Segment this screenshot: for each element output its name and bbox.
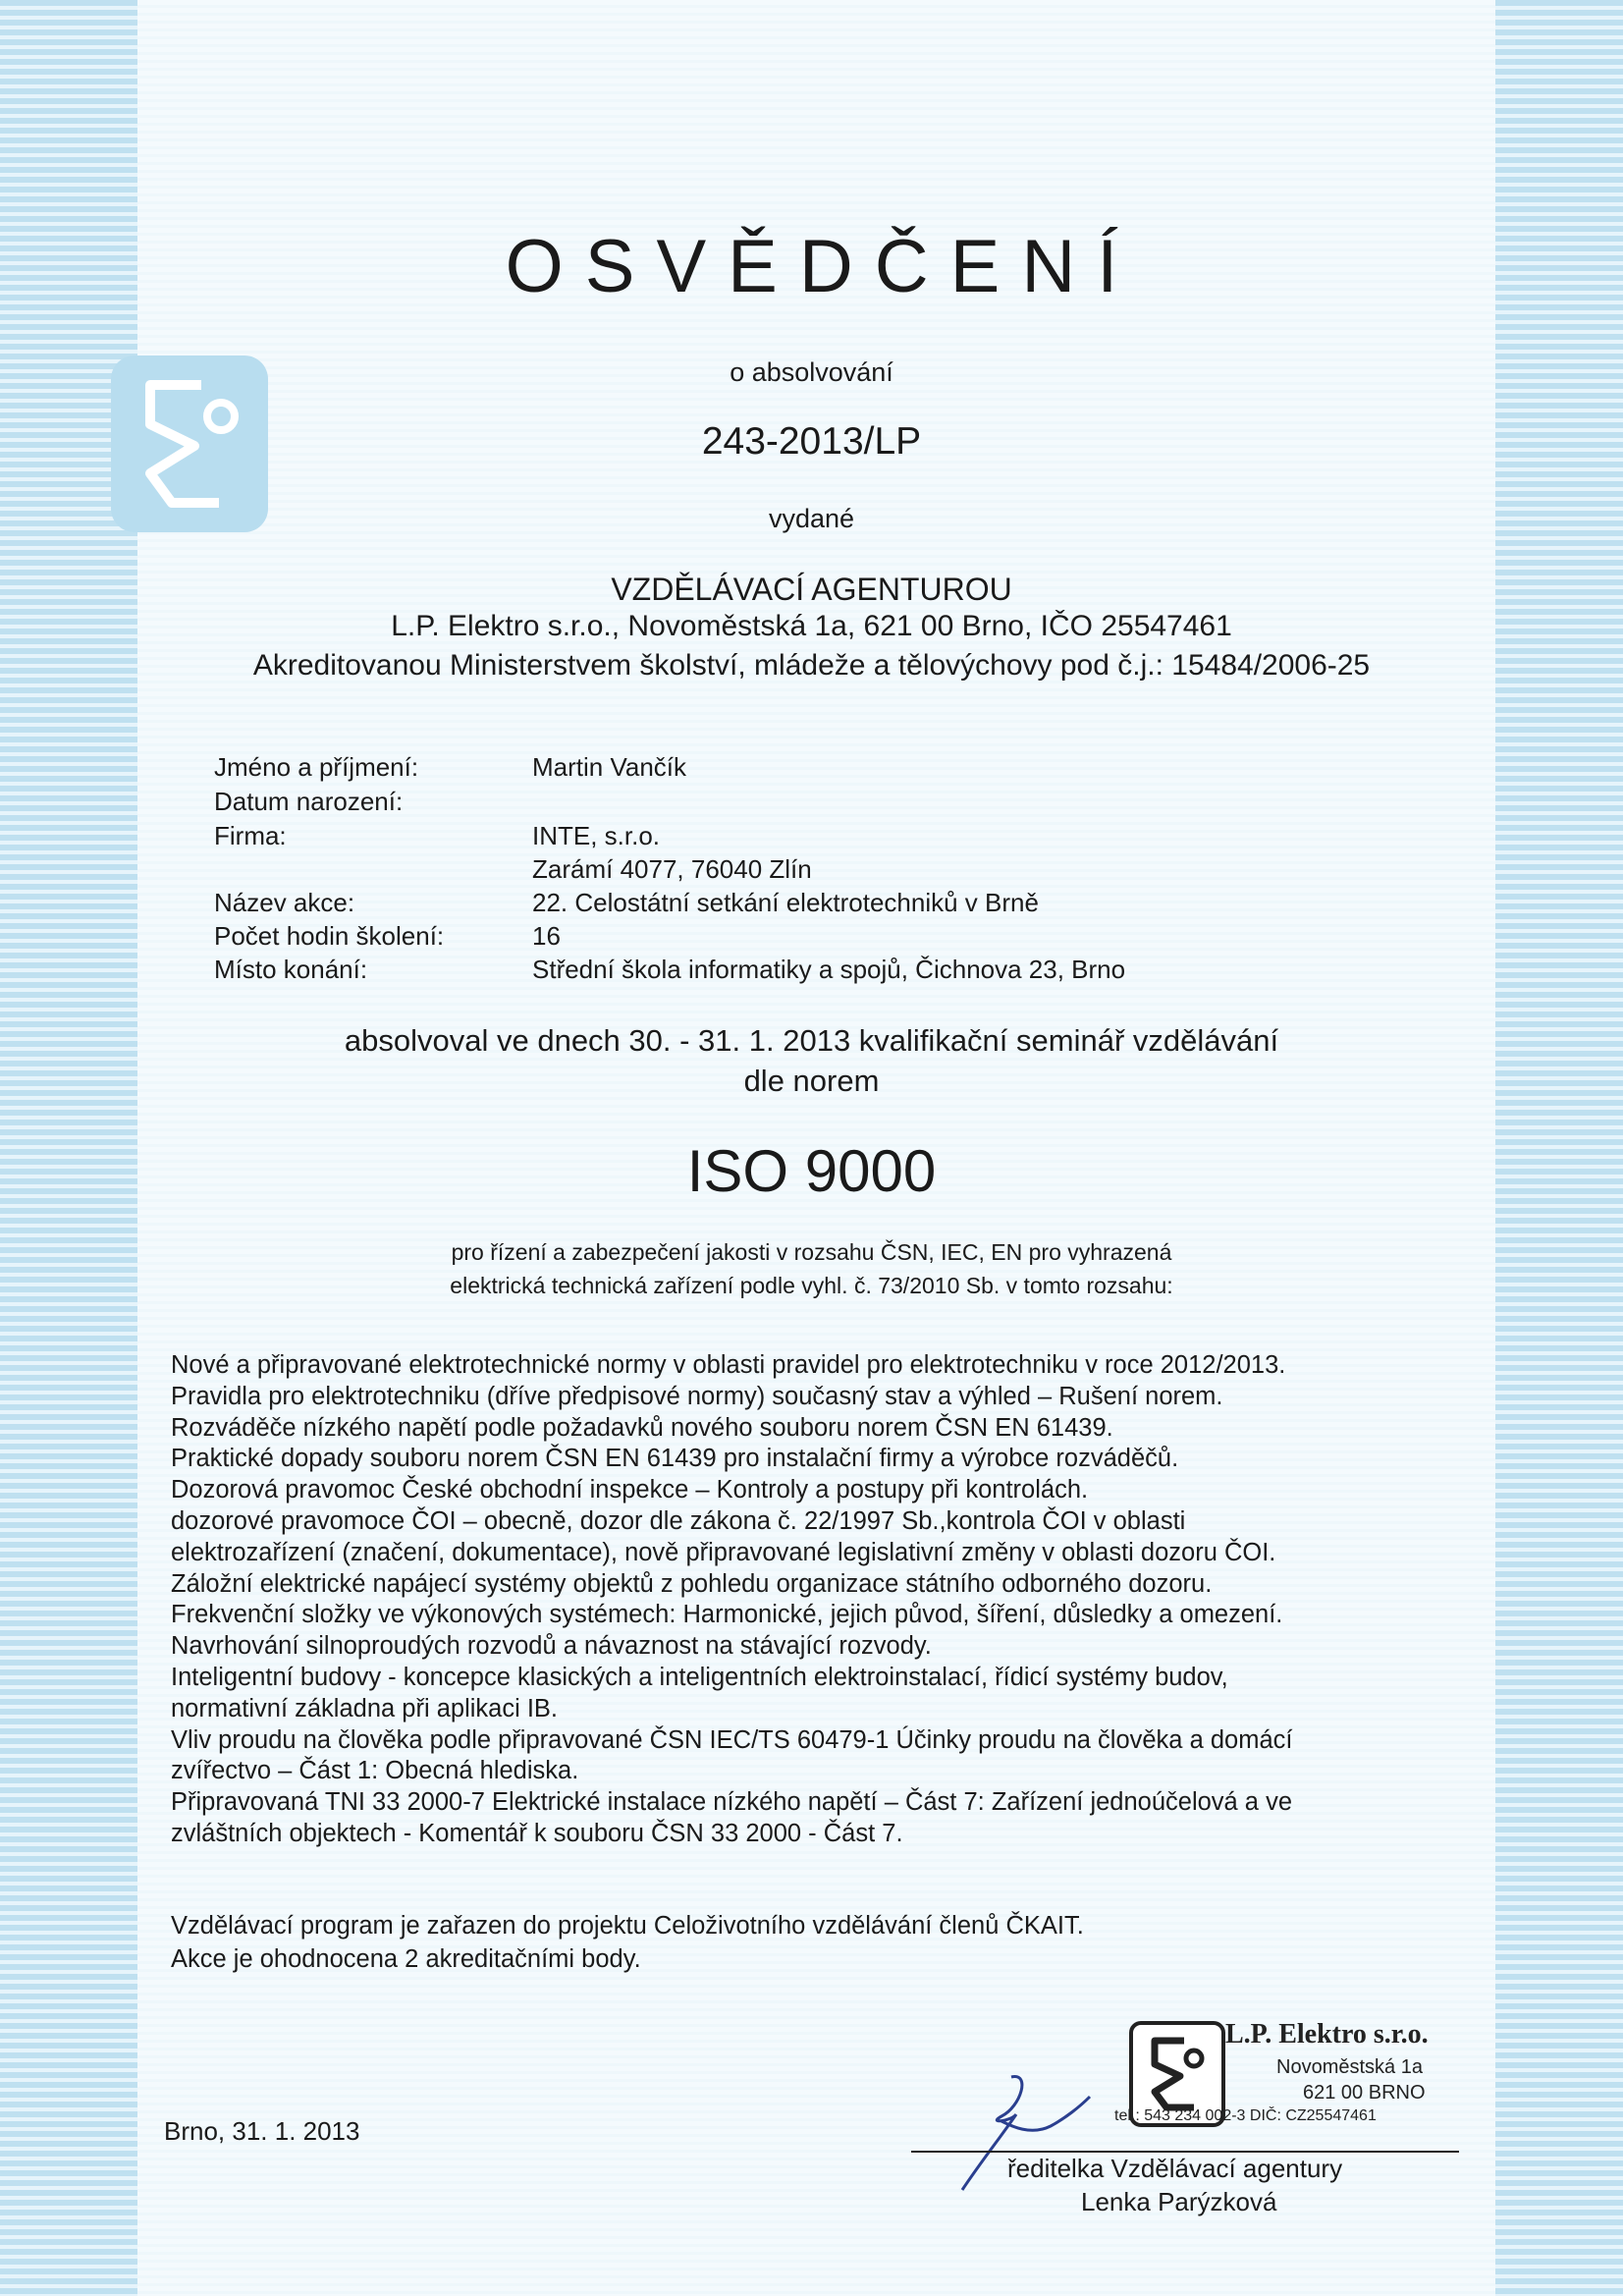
- signer-name: Lenka Parýzková: [1081, 2187, 1277, 2216]
- completion-statement-2: dle norem: [743, 1064, 880, 1098]
- place-date: Brno, 31. 1. 2013: [164, 2116, 360, 2146]
- field-label: Název akce:: [214, 888, 355, 917]
- signature-line: [911, 2151, 1459, 2153]
- agency-accreditation: Akreditovanou Ministerstvem školství, mládeže a tělovýchovy pod č.j.: 15484/2006-25: [252, 649, 1371, 682]
- agency-name: VZDĚLÁVACÍ AGENTUROU: [611, 572, 1012, 607]
- signer-role: ředitelka Vzdělávací agentury: [1007, 2154, 1343, 2183]
- issued-by-label: vydané: [768, 504, 855, 533]
- field-label: Firma:: [214, 821, 287, 850]
- topic-line: Vliv proudu na člověka podle připravované ČSN IEC/TS 60479-1 Účinky proudu na člověka a domácí: [171, 1725, 1293, 1754]
- topic-line: normativní základna při aplikaci IB.: [171, 1694, 559, 1722]
- agency-address: L.P. Elektro s.r.o., Novoměstská 1a, 621 00 Brno, IČO 25547461: [391, 610, 1232, 642]
- stamp-city: 621 00 BRNO: [1303, 2082, 1426, 2104]
- program-note: Vzdělávací program je zařazen do projektu Celoživotního vzdělávání členů ČKAIT.: [171, 1912, 1084, 1940]
- field-value: Martin Vančík: [532, 752, 687, 782]
- topic-line: Rozváděče nízkého napětí podle požadavků nového souboru norem ČSN EN 61439.: [171, 1413, 1113, 1442]
- stamp-contact: tel.: 543 234 002-3 DIČ: CZ25547461: [1114, 2107, 1377, 2124]
- field-label: Datum narození:: [214, 787, 404, 816]
- topic-line: elektrozařízení (značení, dokumentace), nově připravované legislativní změny v oblasti dozoru ČOI.: [171, 1538, 1276, 1566]
- topic-line: dozorové pravomoce ČOI – obecně, dozor dle zákona č. 22/1997 Sb.,kontrola ČOI v oblasti: [171, 1506, 1186, 1535]
- topic-line: Praktické dopady souboru norem ČSN EN 61439 pro instalační firmy a výrobce rozváděčů.: [171, 1445, 1179, 1473]
- topic-line: Dozorová pravomoc České obchodní inspekce – Kontroly a postupy při kontrolách.: [171, 1476, 1089, 1504]
- certificate-title: OSVĚDČENÍ: [505, 225, 1140, 308]
- stamp-street: Novoměstská 1a: [1276, 2056, 1423, 2078]
- topic-line: zvířectvo – Část 1: Obecná hlediska.: [171, 1757, 579, 1785]
- topic-line: Inteligentní budovy - koncepce klasických a inteligentních elektroinstalací, řídicí systémy budov,: [171, 1663, 1228, 1691]
- scope-line-1: pro řízení a zabezpečení jakosti v rozsahu ČSN, IEC, EN pro vyhrazená: [451, 1239, 1172, 1265]
- topic-line: Záložní elektrické napájecí systémy objektů z pohledu organizace státního odborného dozoru.: [171, 1569, 1213, 1598]
- completion-statement: absolvoval ve dnech 30. - 31. 1. 2013 kvalifikační seminář vzdělávání: [344, 1023, 1279, 1058]
- topic-line: zvláštních objektech - Komentář k souboru ČSN 33 2000 - Část 7.: [171, 1819, 903, 1847]
- field-value: 22. Celostátní setkání elektrotechniků v Brně: [532, 888, 1039, 917]
- topic-line: Připravovaná TNI 33 2000-7 Elektrické instalace nízkého napětí – Část 7: Zařízení jednoúčelová a ve: [171, 1788, 1293, 1817]
- field-value: Zarámí 4077, 76040 Zlín: [532, 854, 812, 884]
- document-number: 243-2013/LP: [701, 420, 922, 463]
- standard-title: ISO 9000: [686, 1138, 937, 1204]
- stamp-company: L.P. Elektro s.r.o.: [1225, 2019, 1429, 2050]
- points-note: Akce je ohodnocena 2 akreditačními body.: [171, 1945, 641, 1973]
- field-label: Místo konání:: [214, 955, 368, 984]
- field-label: Jméno a příjmení:: [214, 752, 419, 782]
- field-label: Počet hodin školení:: [214, 921, 445, 951]
- topic-line: Pravidla pro elektrotechniku (dříve předpisové normy) současný stav a výhled – Rušení norem.: [171, 1382, 1223, 1410]
- topic-line: Nové a připravované elektrotechnické normy v oblasti pravidel pro elektrotechniku v roce 2012/2013.: [171, 1351, 1286, 1379]
- subtitle-completion: o absolvování: [730, 357, 893, 387]
- field-value: INTE, s.r.o.: [532, 821, 661, 850]
- field-value: 16: [532, 921, 561, 951]
- field-value: Střední škola informatiky a spojů, Čichnova 23, Brno: [532, 955, 1126, 984]
- topics-list: [171, 1350, 1447, 1850]
- topic-line: Navrhování silnoproudých rozvodů a návaznost na stávající rozvody.: [171, 1632, 932, 1661]
- topic-line: Frekvenční složky ve výkonových systémech: Harmonické, jejich původ, šíření, důsledky a omezení.: [171, 1601, 1283, 1629]
- scope-line-2: elektrická technická zařízení podle vyhl. č. 73/2010 Sb. v tomto rozsahu:: [450, 1273, 1173, 1298]
